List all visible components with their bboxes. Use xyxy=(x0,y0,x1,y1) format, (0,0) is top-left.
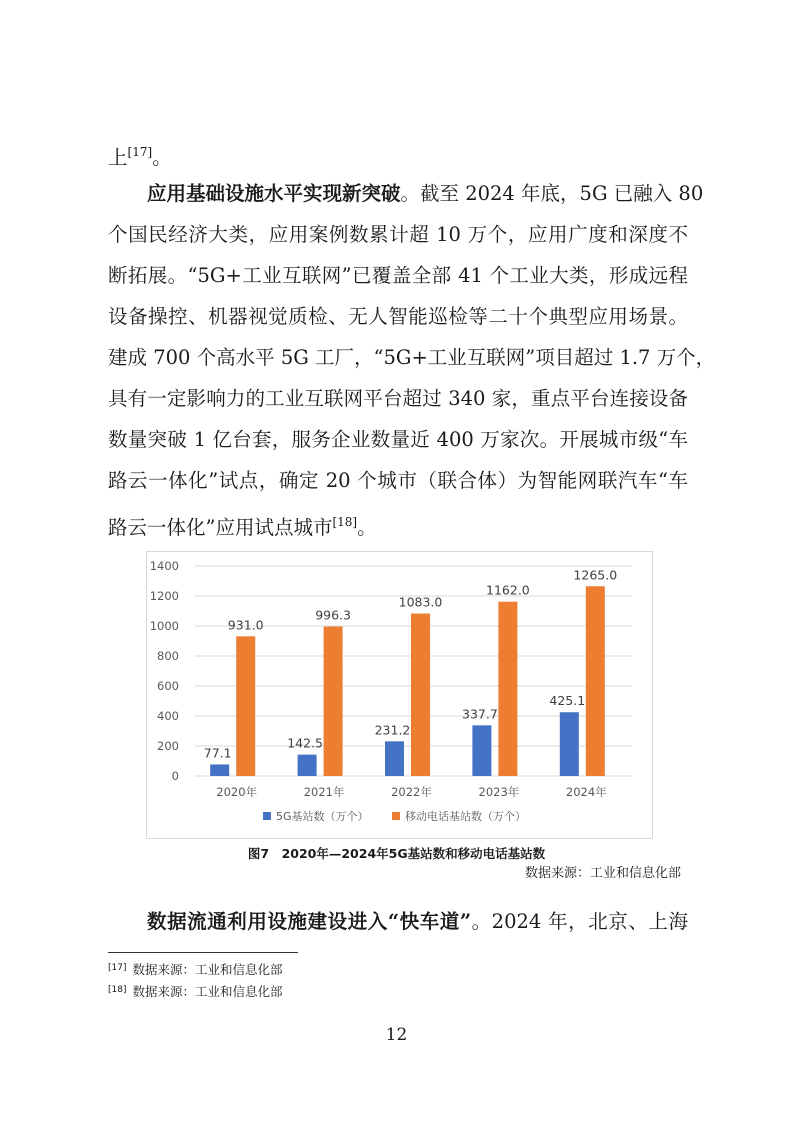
y-tick-label: 0 xyxy=(171,769,179,783)
data-label: 996.3 xyxy=(315,607,351,623)
para2-line1 xyxy=(147,910,688,934)
bar xyxy=(385,741,404,776)
para1-line3: 断拓展。“5G+工业互联网”已覆盖全部 41 个工业大类，形成远程 xyxy=(108,264,688,287)
y-tick-label: 400 xyxy=(157,709,179,723)
page-number: 12 xyxy=(385,1025,408,1045)
legend-swatch xyxy=(263,812,271,820)
figure-caption: 图7 2020年—2024年5G基站数和移动电话基站数 xyxy=(247,846,546,861)
data-label: 231.2 xyxy=(374,722,411,738)
para2-lead: 数据流通利用设施建设进入“快车道” xyxy=(147,910,472,933)
chart-frame xyxy=(146,551,653,839)
data-label: 77.1 xyxy=(203,745,232,761)
footnote-18-text: 数据来源：工业和信息化部 xyxy=(132,984,283,999)
para1-line8: 路云一体化”试点，确定 20 个城市（联合体）为智能网联汽车“车 xyxy=(108,469,688,492)
para1-line9 xyxy=(108,510,688,540)
para1-line9-end: 。 xyxy=(357,516,377,539)
footnote-17 xyxy=(108,960,283,978)
bar xyxy=(560,712,579,776)
x-tick-label: 2021年 xyxy=(303,785,345,799)
y-tick-label: 800 xyxy=(157,649,179,663)
para1-line2: 个国民经济大类，应用案例数累计超 10 万个，应用广度和深度不 xyxy=(108,223,688,246)
figure-source: 数据来源：工业和信息化部 xyxy=(524,866,681,881)
data-label: 1083.0 xyxy=(398,594,443,610)
bar xyxy=(472,725,491,776)
legend-label: 移动电话基站数（万个） xyxy=(405,810,526,823)
paragraph-tail-end: 。 xyxy=(152,146,172,169)
legend-label: 5G基站数（万个） xyxy=(276,810,369,823)
bar xyxy=(324,627,343,776)
data-label: 931.0 xyxy=(227,617,264,633)
para1-line9-text: 路云一体化”应用试点城市 xyxy=(108,516,333,539)
y-tick-label: 200 xyxy=(157,739,179,753)
y-tick-label: 1400 xyxy=(149,559,179,573)
paragraph-tail-text: 上 xyxy=(108,146,128,169)
data-label: 425.1 xyxy=(549,693,586,709)
para1-line5: 建成 700 个高水平 5G 工厂，“5G+工业互联网”项目超过 1.7 万个， xyxy=(108,346,716,369)
bar-chart xyxy=(147,552,652,838)
bar xyxy=(498,602,517,776)
data-label: 142.5 xyxy=(287,735,323,751)
x-tick-label: 2020年 xyxy=(216,785,258,799)
bar xyxy=(411,614,430,776)
x-tick-label: 2024年 xyxy=(565,785,607,799)
footnote-18 xyxy=(108,982,283,1000)
bar xyxy=(298,755,317,776)
y-tick-label: 600 xyxy=(157,679,179,693)
footnote-18-ref: [18] xyxy=(108,985,127,995)
footnote-ref-18[interactable]: [18] xyxy=(332,515,358,529)
legend-swatch xyxy=(392,812,400,820)
bar xyxy=(586,586,605,776)
y-tick-label: 1000 xyxy=(149,619,179,633)
data-label: 1265.0 xyxy=(573,567,618,583)
footnote-17-text: 数据来源：工业和信息化部 xyxy=(132,962,283,977)
para1-line1 xyxy=(147,182,704,206)
footnote-ref-17[interactable]: [17] xyxy=(127,145,153,159)
para1-line1-rest: 。截至 2024 年底，5G 已融入 80 xyxy=(400,182,704,205)
data-label: 337.7 xyxy=(462,706,498,722)
x-tick-label: 2022年 xyxy=(391,785,432,799)
bar xyxy=(210,764,229,776)
footnote-separator xyxy=(108,952,298,953)
para2-rest: 。2024 年，北京、上海 xyxy=(471,910,688,933)
paragraph-tail xyxy=(108,140,688,170)
para1-line4: 设备操控、机器视觉质检、无人智能巡检等二十个典型应用场景。 xyxy=(108,305,688,328)
bar xyxy=(236,636,255,776)
y-tick-label: 1200 xyxy=(149,589,179,603)
x-tick-label: 2023年 xyxy=(478,785,520,799)
para1-line7: 数量突破 1 亿台套，服务企业数量近 400 万家次。开展城市级“车 xyxy=(108,428,688,451)
footnote-17-ref: [17] xyxy=(108,963,127,973)
data-label: 1162.0 xyxy=(486,582,530,598)
para1-lead: 应用基础设施水平实现新突破 xyxy=(147,182,401,205)
para1-line6: 具有一定影响力的工业互联网平台超过 340 家，重点平台连接设备 xyxy=(108,387,688,410)
